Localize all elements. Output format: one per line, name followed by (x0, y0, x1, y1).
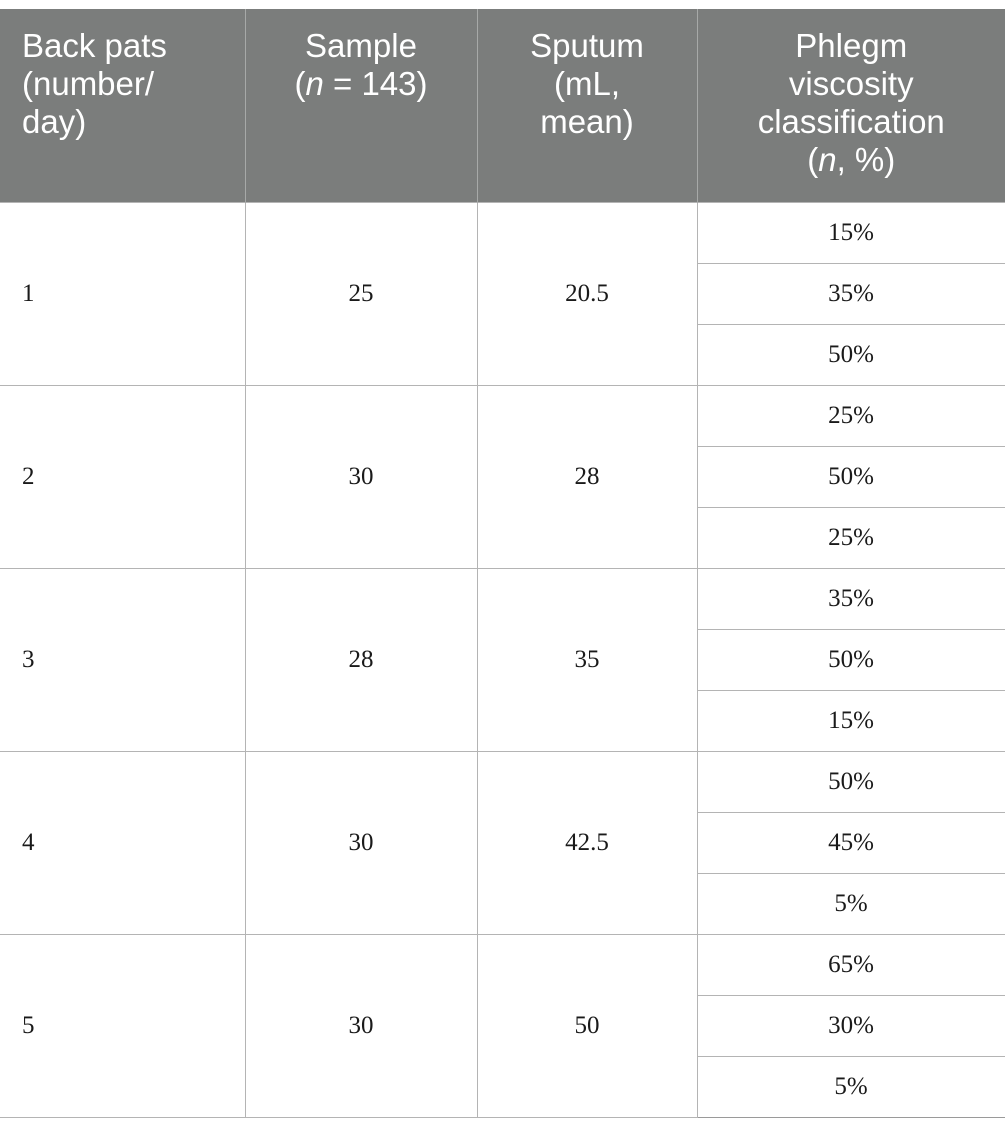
viscosity-cell: 65% (697, 934, 1005, 995)
viscosity-cell: 15% (697, 690, 1005, 751)
sample-cell: 25 (245, 202, 477, 385)
sample-cell: 30 (245, 934, 477, 1117)
table-row (0, 202, 1005, 263)
sputum-cell: 50 (477, 934, 697, 1117)
header-back-pats-line1: Back pats (22, 27, 167, 64)
sputum-cell: 28 (477, 385, 697, 568)
table-row (0, 934, 1005, 995)
header-viscosity-n: n (818, 141, 837, 178)
sputum-cell: 35 (477, 568, 697, 751)
back-pats-cell: 4 (0, 751, 245, 934)
sample-cell: 30 (245, 751, 477, 934)
viscosity-cell: 50% (697, 751, 1005, 812)
header-viscosity-line2: viscosity (788, 65, 914, 102)
viscosity-cell: 25% (697, 507, 1005, 568)
header-sputum (477, 9, 697, 202)
header-back-pats-line3: day) (22, 103, 87, 140)
header-viscosity-line1: Phlegm (795, 27, 908, 64)
viscosity-cell: 50% (697, 324, 1005, 385)
header-sputum-line3: mean) (540, 103, 634, 140)
back-pats-cell: 3 (0, 568, 245, 751)
sample-cell: 28 (245, 568, 477, 751)
viscosity-cell: 5% (697, 873, 1005, 934)
header-row (0, 9, 1005, 202)
table-row (0, 568, 1005, 629)
back-pats-cell: 5 (0, 934, 245, 1117)
table-body (0, 202, 1005, 1117)
sputum-cell: 20.5 (477, 202, 697, 385)
header-sample-rest: = 143) (323, 65, 428, 102)
viscosity-cell: 30% (697, 995, 1005, 1056)
header-sputum-line2: (mL, (554, 65, 620, 102)
sputum-cell: 42.5 (477, 751, 697, 934)
viscosity-cell: 5% (697, 1056, 1005, 1117)
viscosity-cell: 35% (697, 263, 1005, 324)
header-back-pats (0, 9, 245, 202)
back-pats-cell: 1 (0, 202, 245, 385)
header-viscosity (697, 9, 1005, 202)
header-viscosity-rest: , %) (836, 141, 896, 178)
header-viscosity-open: ( (807, 141, 819, 178)
header-sputum-line1: Sputum (530, 27, 644, 64)
viscosity-cell: 45% (697, 812, 1005, 873)
viscosity-cell: 25% (697, 385, 1005, 446)
header-sample-line1: Sample (305, 27, 417, 64)
table-header (0, 9, 1005, 202)
table-row (0, 385, 1005, 446)
header-sample (245, 9, 477, 202)
data-table (0, 9, 1005, 1118)
header-back-pats-line2: (number/ (22, 65, 155, 102)
viscosity-cell: 50% (697, 446, 1005, 507)
header-viscosity-line3: classification (757, 103, 945, 140)
table-row (0, 751, 1005, 812)
header-sample-n: n (305, 65, 324, 102)
back-pats-cell: 2 (0, 385, 245, 568)
sample-cell: 30 (245, 385, 477, 568)
viscosity-cell: 15% (697, 202, 1005, 263)
viscosity-cell: 35% (697, 568, 1005, 629)
viscosity-cell: 50% (697, 629, 1005, 690)
header-sample-open: ( (294, 65, 306, 102)
